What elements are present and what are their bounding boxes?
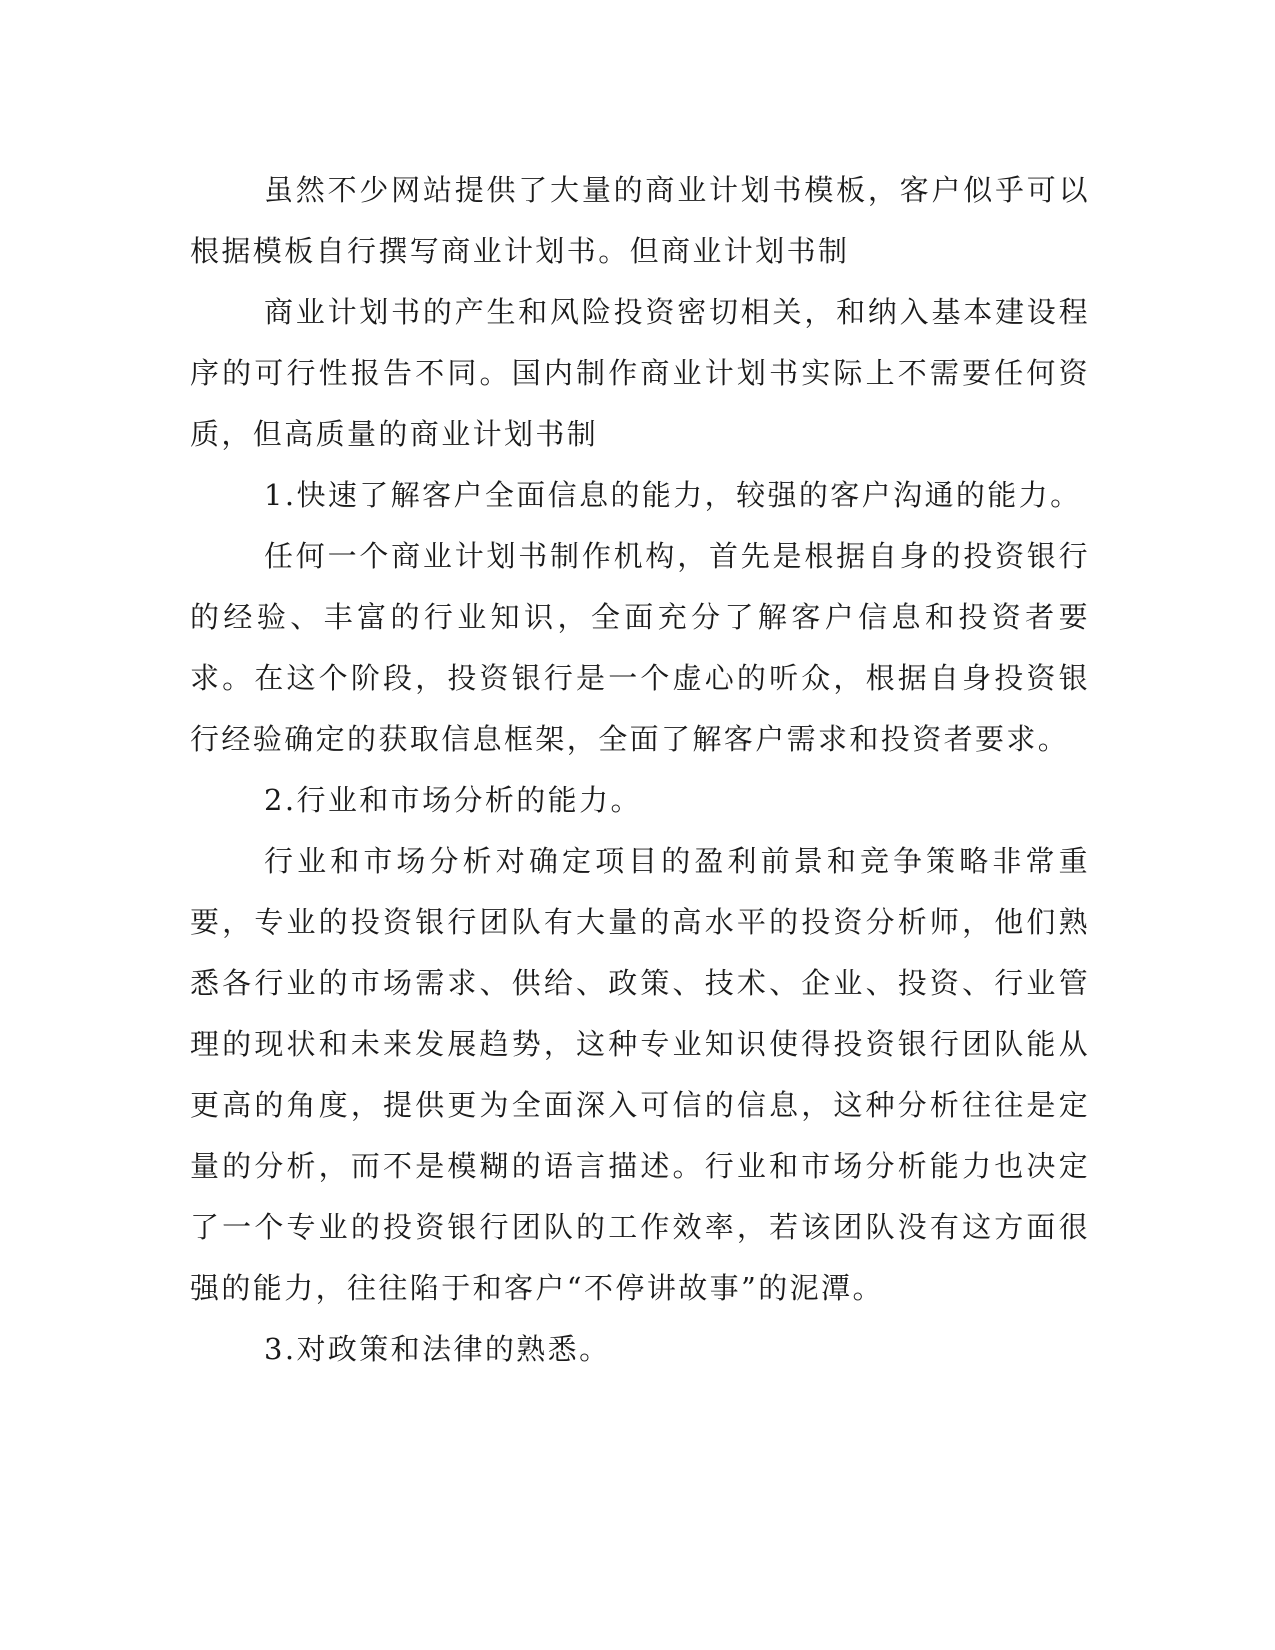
document-body <box>190 160 1090 1380</box>
paragraph-background: 商业计划书的产生和风险投资密切相关，和纳入基本建设程序的可行性报告不同。国内制作商业计划书实际上不需要任何资质，但高质量的商业计划书制 <box>190 295 1090 451</box>
paragraph-point-1: 任何一个商业计划书制作机构，首先是根据自身的投资银行的经验、丰富的行业知识，全面充分了解客户信息和投资者要求。在这个阶段，投资银行是一个虚心的听众，根据自身投资银行经验确定的获取信息框架，全面了解客户需求和投资者要求。 <box>190 539 1090 756</box>
paragraph-point-2: 行业和市场分析对确定项目的盈利前景和竞争策略非常重要，专业的投资银行团队有大量的高水平的投资分析师，他们熟悉各行业的市场需求、供给、政策、技术、企业、投资、行业管理的现状和未来发展趋势，这种专业知识使得投资银行团队能从更高的角度，提供更为全面深入可信的信息，这种分析往往是定量的分析，而不是模糊的语言描述。行业和市场分析能力也决定了一个专业的投资银行团队的工作效率，若该团队没有这方面很强的能力，往往陷于和客户“不停讲故事”的泥潭。 <box>190 844 1090 1305</box>
paragraph-intro: 虽然不少网站提供了大量的商业计划书模板，客户似乎可以根据模板自行撰写商业计划书。但商业计划书制 <box>190 173 1090 268</box>
heading-point-3: 3.对政策和法律的熟悉。 <box>264 1332 611 1366</box>
heading-point-1: 1.快速了解客户全面信息的能力，较强的客户沟通的能力。 <box>264 478 1082 512</box>
heading-point-2: 2.行业和市场分析的能力。 <box>264 783 642 817</box>
